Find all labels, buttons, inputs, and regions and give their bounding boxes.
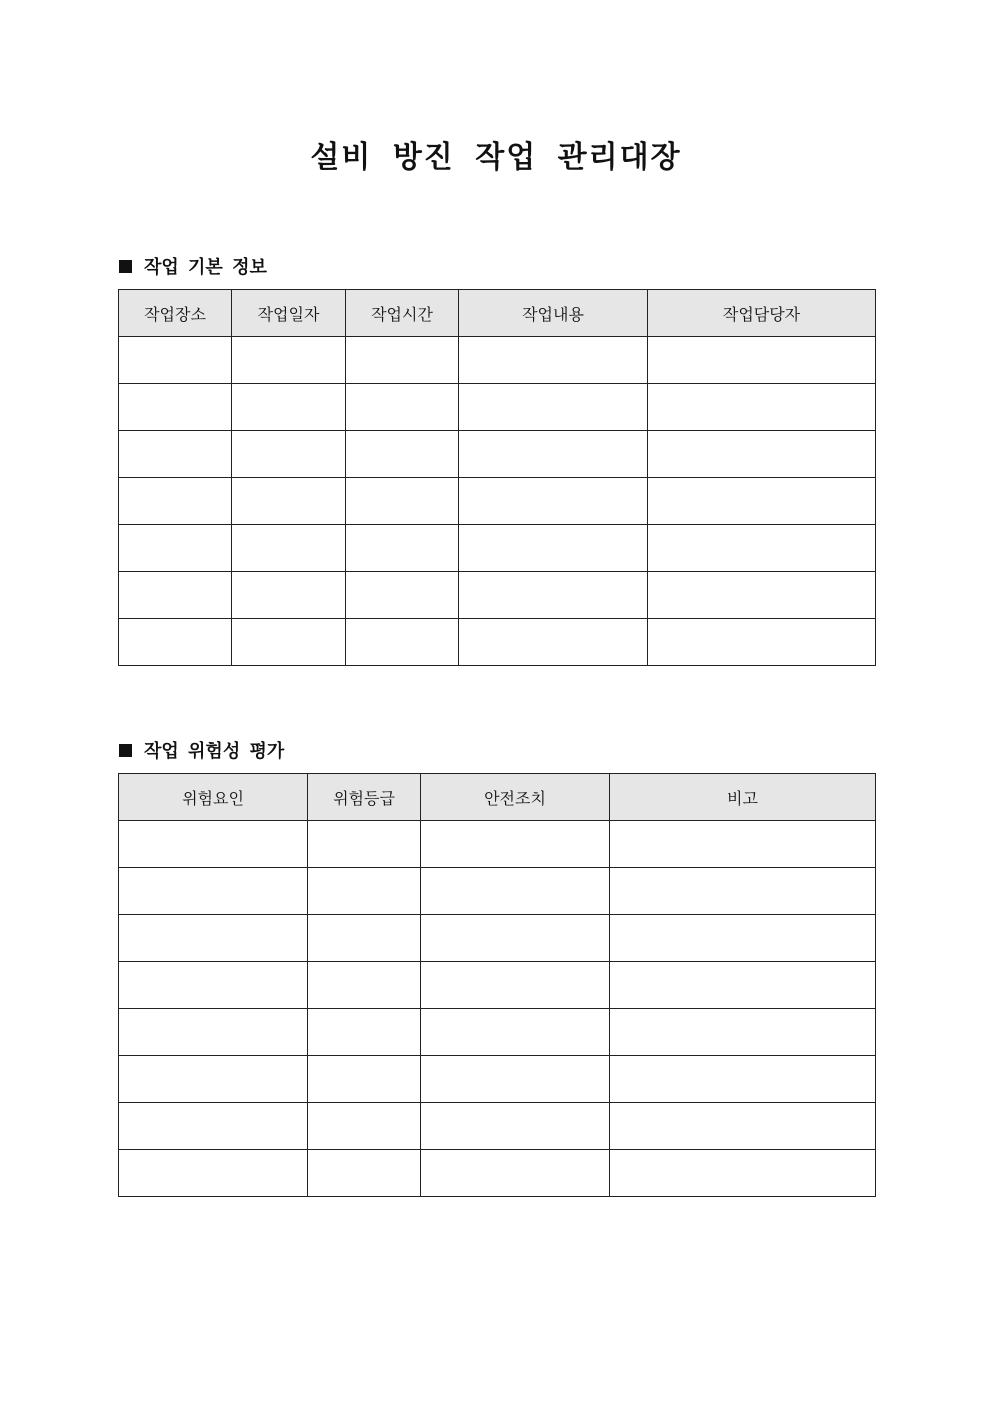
table-row [119,1150,876,1197]
table-cell[interactable] [119,1150,308,1197]
table-cell[interactable] [421,1056,610,1103]
table-cell[interactable] [308,915,421,962]
table-cell[interactable] [308,821,421,868]
column-header: 작업내용 [459,290,648,337]
table-cell[interactable] [610,962,876,1009]
document-title: 설비 방진 작업 관리대장 [310,140,682,175]
table-row [119,431,876,478]
table-cell[interactable] [119,915,308,962]
table-row [119,384,876,431]
table-cell[interactable] [308,962,421,1009]
table-cell[interactable] [459,619,648,666]
column-header: 비고 [610,774,876,821]
table-row [119,915,876,962]
table-row [119,1103,876,1150]
table-cell[interactable] [232,384,346,431]
table-cell[interactable] [346,525,459,572]
table-cell[interactable] [232,619,346,666]
table-cell[interactable] [648,478,876,525]
table-cell[interactable] [119,478,232,525]
basic-info-table [118,289,876,666]
section-heading-basic-info [119,253,267,279]
table-cell[interactable] [232,572,346,619]
table-cell[interactable] [119,431,232,478]
table-cell[interactable] [119,525,232,572]
table-cell[interactable] [119,337,232,384]
table-cell[interactable] [308,1009,421,1056]
table-cell[interactable] [421,1009,610,1056]
table-cell[interactable] [308,868,421,915]
table-cell[interactable] [119,962,308,1009]
table-cell[interactable] [648,572,876,619]
table-row [119,337,876,384]
table-cell[interactable] [459,478,648,525]
table-cell[interactable] [610,1103,876,1150]
table-cell[interactable] [232,431,346,478]
table-row [119,962,876,1009]
column-header: 작업장소 [119,290,232,337]
table-row [119,821,876,868]
table-cell[interactable] [421,915,610,962]
table-cell[interactable] [232,525,346,572]
table-cell[interactable] [610,821,876,868]
column-header: 작업담당자 [648,290,876,337]
table-cell[interactable] [119,1056,308,1103]
table-cell[interactable] [346,572,459,619]
table-row [119,1056,876,1103]
table-cell[interactable] [648,431,876,478]
table-cell[interactable] [346,384,459,431]
table-row [119,572,876,619]
column-header: 위험등급 [308,774,421,821]
table-cell[interactable] [648,619,876,666]
table-cell[interactable] [610,915,876,962]
section-heading-risk-assessment [119,737,284,763]
square-bullet-icon [119,260,132,273]
section-heading-label: 작업 위험성 평가 [144,741,285,762]
table-cell[interactable] [308,1056,421,1103]
table-row [119,478,876,525]
square-bullet-icon [119,744,132,757]
column-header: 작업시간 [346,290,459,337]
table-cell[interactable] [459,431,648,478]
table-cell[interactable] [610,1009,876,1056]
table-cell[interactable] [346,431,459,478]
table-header-row [119,774,876,821]
table-cell[interactable] [308,1150,421,1197]
table-row [119,1009,876,1056]
table-cell[interactable] [346,337,459,384]
table-cell[interactable] [119,1009,308,1056]
table-cell[interactable] [459,337,648,384]
table-cell[interactable] [421,821,610,868]
column-header: 작업일자 [232,290,346,337]
table-cell[interactable] [459,525,648,572]
table-cell[interactable] [459,572,648,619]
table-cell[interactable] [119,384,232,431]
table-cell[interactable] [232,478,346,525]
table-cell[interactable] [308,1103,421,1150]
table-row [119,525,876,572]
table-cell[interactable] [232,337,346,384]
table-cell[interactable] [346,619,459,666]
table-cell[interactable] [421,1103,610,1150]
column-header: 위험요인 [119,774,308,821]
table-cell[interactable] [648,337,876,384]
table-row [119,619,876,666]
table-cell[interactable] [119,821,308,868]
table-cell[interactable] [610,1150,876,1197]
column-header: 안전조치 [421,774,610,821]
table-cell[interactable] [119,619,232,666]
table-row [119,868,876,915]
risk-assessment-table [118,773,876,1197]
table-cell[interactable] [648,384,876,431]
table-cell[interactable] [648,525,876,572]
table-cell[interactable] [119,868,308,915]
table-cell[interactable] [610,1056,876,1103]
table-cell[interactable] [119,572,232,619]
table-cell[interactable] [610,868,876,915]
table-cell[interactable] [459,384,648,431]
table-cell[interactable] [421,962,610,1009]
table-cell[interactable] [421,1150,610,1197]
section-heading-label: 작업 기본 정보 [144,257,267,278]
table-cell[interactable] [421,868,610,915]
table-cell[interactable] [119,1103,308,1150]
table-cell[interactable] [346,478,459,525]
table-header-row [119,290,876,337]
